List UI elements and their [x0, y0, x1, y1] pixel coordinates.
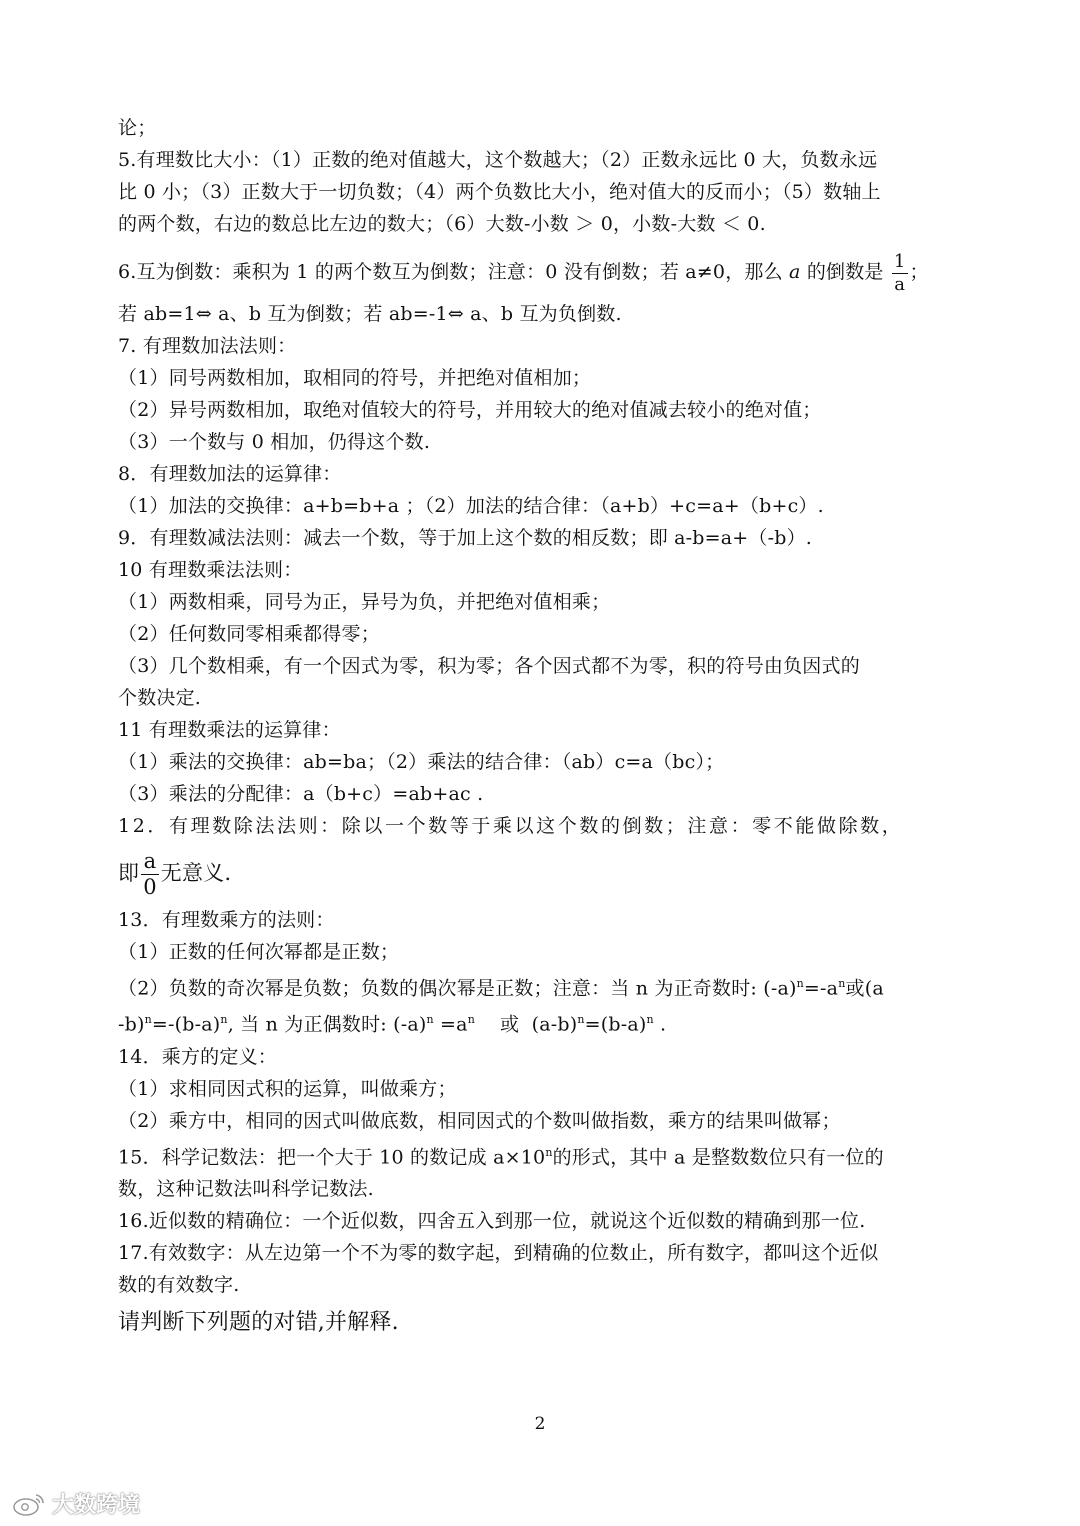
text-line: 13．有理数乘方的法则：: [118, 909, 335, 931]
text-segment: 或 (a-b): [474, 1013, 578, 1036]
text-line: 论；: [118, 117, 157, 139]
text-line: （2）任何数同零相乘都得零；: [118, 623, 380, 645]
text-segment: 或(a: [845, 977, 884, 1000]
text-line: 9．有理数减法法则：减去一个数，等于加上这个数的相反数；即 a-b=a+（-b）.: [118, 527, 813, 549]
text-line: （1）两数相乘，同号为正，异号为负，并把绝对值相乘；: [118, 591, 611, 613]
exponent: n: [545, 1145, 553, 1159]
division-note-line: [118, 842, 968, 904]
page-number: 2: [534, 1414, 546, 1434]
text-segment: 的倒数是: [800, 261, 884, 283]
scientific-notation-line: [118, 1137, 968, 1173]
text-line: 比 0 小；（3）正数大于一切负数；（4）两个负数比大小，绝对值大的反而小；（5）数轴上: [118, 181, 881, 203]
text-line: 17.有效数字：从左边第一个不为零的数字起，到精确的位数止，所有数字，都叫这个近似: [118, 1241, 879, 1264]
text-segment: , 当 n 为正偶数时: (-a): [227, 1013, 427, 1036]
watermark-text: 大数跨境: [52, 1493, 141, 1518]
exponent: n: [796, 977, 804, 990]
exponent: n: [838, 977, 846, 990]
exponent: n: [220, 1013, 228, 1027]
text-line: 数，这种记数法叫科学记数法.: [118, 1177, 374, 1200]
power-rule-line: [118, 968, 968, 1004]
text-line: 16.近似数的精确位：一个近似数，四舍五入到那一位，就说这个近似数的精确到那一位.: [118, 1209, 866, 1232]
variable-a: a: [789, 261, 801, 283]
text-line: 8．有理数加法的运算律：: [118, 463, 342, 485]
text-line: 10 有理数乘法法则：: [118, 559, 303, 581]
watermark: [12, 1488, 140, 1519]
document-body: [118, 112, 968, 1343]
text-segment: =-(b-a): [151, 1013, 221, 1036]
fraction-numerator: a: [141, 851, 159, 875]
reciprocal-fraction: [892, 250, 908, 295]
text-line: （3）几个数相乘，有一个因式为零，积为零；各个因式都不为零，积的符号由负因式的: [118, 655, 860, 677]
text-segment: 6.互为倒数：乘积为 1 的两个数互为倒数；注意：0 没有倒数；若 a≠0，那么: [118, 261, 790, 283]
text-line: （1）求相同因式积的运算，叫做乘方；: [118, 1077, 457, 1100]
text-line: 12．有理数除法法则：除以一个数等于乘以这个数的倒数；注意：零不能做除数，: [118, 815, 904, 837]
text-segment: =a: [433, 1013, 468, 1036]
text-line: （2）异号两数相加，取绝对值较大的符号，并用较大的绝对值减去较小的绝对值；: [118, 399, 822, 421]
text-line: 个数决定.: [118, 687, 202, 709]
text-line: 14．乘方的定义：: [118, 1045, 277, 1068]
text-segment: 15．科学记数法：把一个大于 10 的数记成 a×10: [118, 1145, 546, 1168]
text-line: 11 有理数乘法的运算律：: [118, 719, 341, 741]
fraction-denominator: a: [894, 273, 906, 295]
fraction-numerator: 1: [893, 250, 906, 272]
text-segment: 的形式，其中 a 是整数数位只有一位的: [552, 1145, 884, 1168]
text-segment: 无意义.: [160, 861, 232, 885]
exponent: n: [426, 1013, 434, 1027]
text-line: 数的有效数字.: [118, 1273, 240, 1296]
power-rule-line: [118, 1004, 968, 1040]
text-segment: =(b-a): [584, 1013, 647, 1036]
exponent: n: [577, 1013, 585, 1027]
exponent: n: [467, 1013, 475, 1027]
exponent: n: [646, 1013, 654, 1027]
text-segment: -b): [118, 1013, 145, 1036]
text-segment: ；: [909, 261, 929, 283]
text-line: 若 ab=1⇔ a、b 互为倒数；若 ab=-1⇔ a、b 互为负倒数.: [118, 303, 622, 325]
text-line: （1）加法的交换律：a+b=b+a ；（2）加法的结合律：（a+b）+c=a+（b+c）.: [118, 495, 824, 517]
closing-prompt: 请判断下列题的对错,并解释.: [118, 1309, 399, 1335]
text-segment: 即: [118, 861, 140, 885]
reciprocal-definition-line: [118, 246, 968, 298]
exponent: n: [144, 1013, 152, 1027]
text-segment: （2）负数的奇次幂是负数；负数的偶次幂是正数；注意：当 n 为正奇数时: (-a): [118, 977, 797, 1000]
text-line: （1）乘法的交换律：ab=ba；（2）乘法的结合律：（ab）c=a（bc）；: [118, 751, 725, 773]
text-segment: =-a: [803, 977, 839, 1000]
text-line: 7. 有理数加法法则：: [118, 335, 297, 357]
text-line: （1）同号两数相加，取相同的符号，并把绝对值相加；: [118, 367, 592, 389]
fraction-denominator: 0: [143, 875, 157, 899]
text-line: 的两个数，右边的数总比左边的数大；（6）大数-小数 ＞ 0，小数-大数 ＜ 0.: [118, 213, 766, 235]
text-line: （3）一个数与 0 相加，仍得这个数.: [118, 431, 431, 453]
weibo-logo-icon: [12, 1491, 46, 1517]
text-line: （2）乘方中，相同的因式叫做底数，相同因式的个数叫做指数，乘方的结果叫做幂；: [118, 1109, 841, 1132]
undefined-division-fraction: [141, 851, 159, 898]
text-segment: .: [653, 1013, 667, 1036]
text-line: （3）乘法的分配律：a（b+c）=ab+ac .: [118, 783, 484, 805]
text-line: （1）正数的任何次幂都是正数；: [118, 941, 400, 963]
text-line: 5.有理数比大小：（1）正数的绝对值越大，这个数越大；（2）正数永远比 0 大，负数永远: [118, 149, 878, 171]
